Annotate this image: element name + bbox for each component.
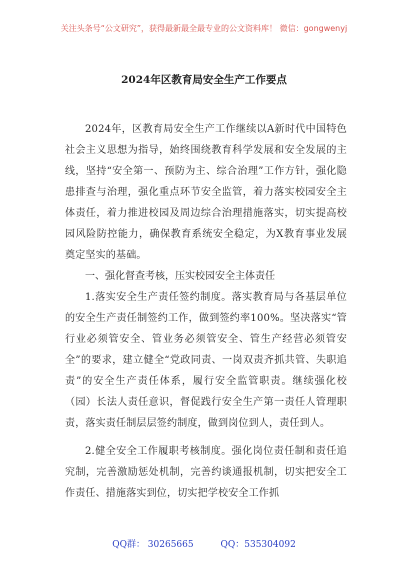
- section-heading-1: 一、强化督查考核，压实校园安全主体责任: [85, 271, 275, 282]
- item-paragraph-2: 2.健全安全工作履职考核制度。强化岗位责任制和责任追究制，完善激励惩处机制，完善约谈通报机制，切实把安全工作责任、措施落实到位，切实把学校安全工作抓: [65, 446, 347, 499]
- footer-qq-group: QQ群： 30265665: [112, 540, 194, 550]
- document-title: 2024年区教育局安全生产工作要点: [121, 74, 287, 86]
- header-note: 关注头条号“公文研究”，获得最新最全最专业的公文资料库！ 微信：gongwenyj: [60, 24, 348, 33]
- item-paragraph-1: 1.落实安全生产责任签约制度。落实教育局与各基层单位的安全生产责任制签约工作，做到签约率100%。坚决落实“管行业必须管安全、管业务必须管安全、管生产经营必须管安全”的要求，建立健全“党政同责、一岗双责齐抓共管、失职追责”的安全生产责任体系，履行安全监管职责。继续强化校（园）长法人责任意识，督促践行安全生产第一责任人管理职责，落实责任制层层签约制度，做到岗位到人，责任到人。: [65, 292, 347, 429]
- footer-contact: [0, 537, 408, 550]
- intro-paragraph: 2024年，区教育局安全生产工作继续以A新时代中国特色社会主义思想为指导，始终围绕教育科学发展和安全发展的主线，坚持“安全第一、预防为主、综合治理”工作方针，强化隐患排查与治理，强化重点环节安全监管，着力落实校园安全主体责任，着力推进校园及周边综合治理措施落实，切实提高校园风险防控能力，确保教育系统安全稳定，为X教育事业发展奠定坚实的基础。: [65, 124, 347, 261]
- footer-qq-number: QQ：535304092: [220, 540, 296, 550]
- document-body: [65, 119, 347, 504]
